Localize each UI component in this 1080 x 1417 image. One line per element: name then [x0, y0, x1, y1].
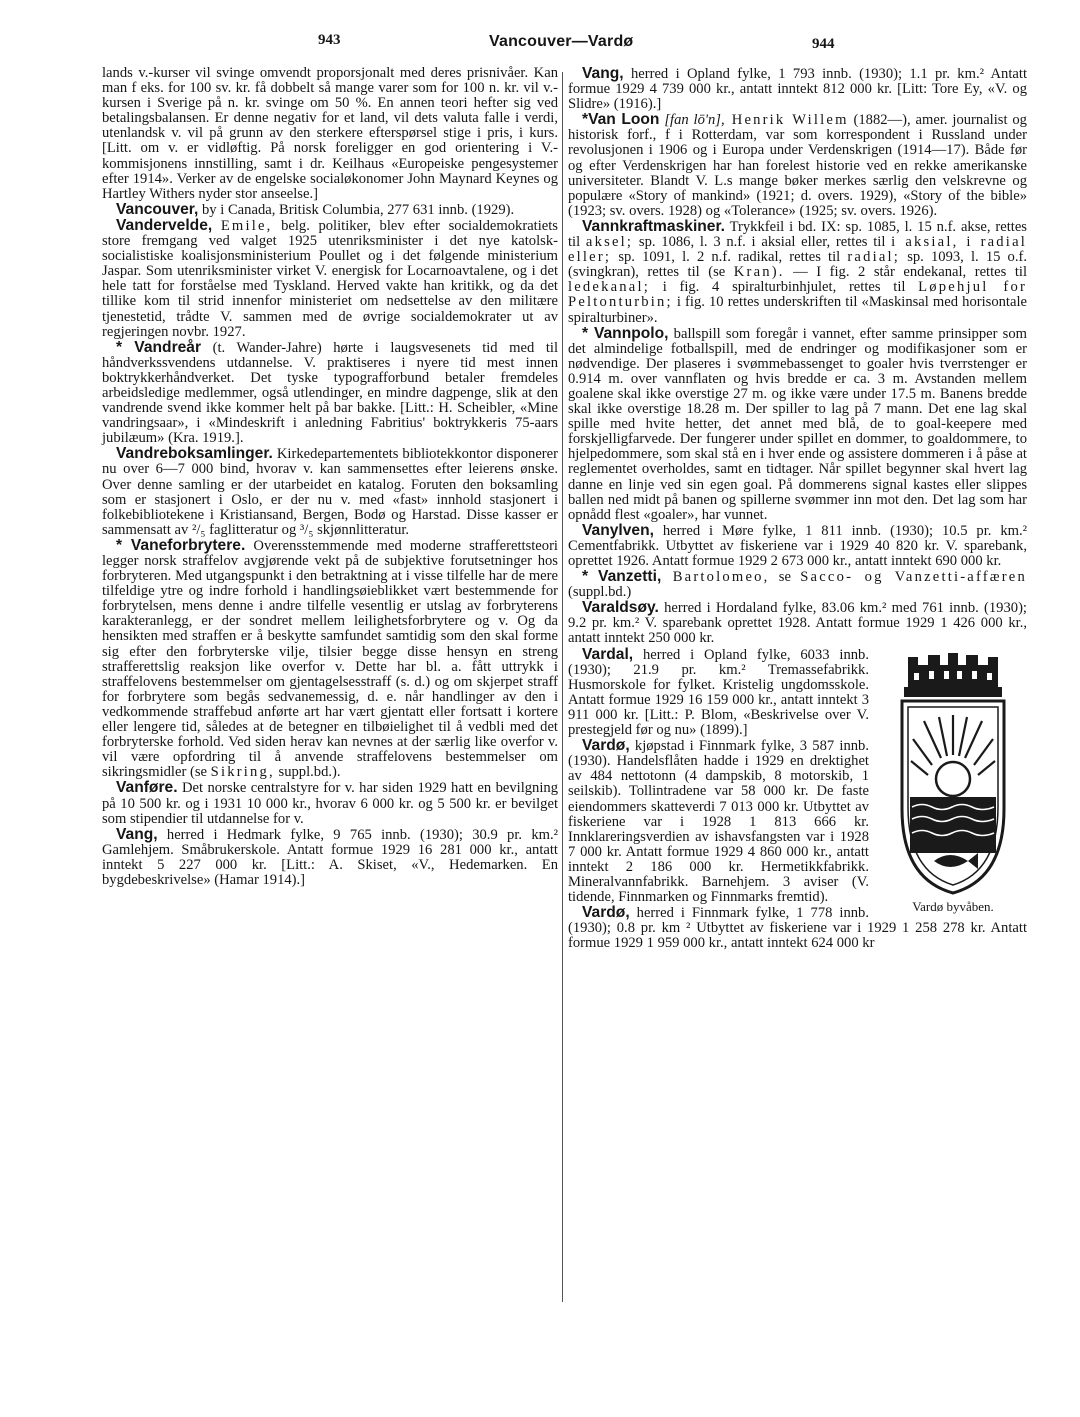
entry-vanfore [102, 780, 558, 826]
headword: * Vandreår [116, 338, 202, 356]
entry-text: herred i Opland fylke, 1 793 innb. (1930); 1.1 pr. km.² Antatt formue 1929 4 739 000 kr., antatt inntekt 812 000 kr. [Litt: Tore Ey, «V. og Slidre» (1916).] [568, 66, 1027, 113]
entry-text: sp. 1091, l. 2 n.f. radikal, rettes til [611, 249, 848, 266]
headword: Vandervelde, [116, 216, 213, 234]
entry-varaldsoy [568, 600, 1027, 646]
entry-text-tail: (suppl.bd.) [568, 584, 632, 601]
headword: *Van Loon [582, 111, 660, 129]
page-header [0, 32, 1080, 56]
headword: * Vaneforbrytere. [116, 536, 246, 554]
entry-text: ballspill som foregår i vannet, efter samme prinsipper som det almindelige fotballspill, med de endringer og modifikasjoner som er nødvendige. Der plaseres i svømmebassenget to goaler hvis tverrstenger er 0.914 m. over vannflaten og hvis bredde er ca. 3 m. Avstanden mellem goalene skal ikke overstige 27 m. og ikke være under 17.5 m. Banens bredde skal ikke overstige 18.28 m. Der spiller to lag på 7 mann. Det ene lag skal spille med hvite hetter, det annet med blå, de to goal-keepere med forskjelligfarvede. Der fungerer under spillet en dommer, to goaldommere, to hjelpedommere, som skal stå en i hver ende og assistere dommeren i å påse at reglementet overholdes, samt en tidtager. Når spillet begynner skal hvert lag danne en linje ved sin egen goal. På dommerens signal kastes eller slippes ballen ned midt på banen og spillerne svømmer inn mot den. Det lag som har opnådd flest «goaler», har vunnet. [568, 325, 1027, 523]
headword: Vandreboksamlinger. [116, 445, 273, 463]
entry-vandrear [102, 340, 558, 447]
entry-vancouver [102, 202, 558, 218]
headword: Vanføre. [116, 779, 178, 797]
correction: ledekanal; [568, 279, 650, 296]
entry-text: (1882—), amer. journalist og historisk forf., f i Rotterdam, var som korrespondent i Russland under revolusjonen i 1906 og i Europa under Verdenskrigen (1914—17). Både før og efter Verdenskrigen har han forelest historie ved en rekke amerikanske universiteter. Blandt V. L.s mange bøker merkes særlig den velskrevne og populære «Story of mankind» (1921; d. overs. 1929), «Story of the bible» (1923; sv. overs. 1928) og «Tolerance» (1925; sv. overs. 1926). [568, 112, 1027, 219]
entry-vang-opland [568, 66, 1027, 112]
entry-text: herred i Møre fylke, 1 811 innb. (1930); 10.5 pr. km.² Cementfabrikk. Utbyttet av fiskeriene var i 1929 40 820 kr. V. sparebank, oprettet 1926. Antatt formue 1929 2 673 000 kr., antatt inntekt 690 000 kr. [568, 522, 1027, 569]
entry-text: sp. 1093, l. 15 o.f. (svingkran), rettes til (se [568, 249, 1028, 281]
correction: i aksial, i radial eller; [568, 234, 1027, 266]
entry-vannkraftmaskiner [568, 219, 1027, 326]
entry-vandervelde [102, 218, 558, 340]
headword: Vancouver, [116, 200, 199, 218]
entry-text: herred i Hedmark fylke, 9 765 innb. (1930); 30.9 pr. km.² Gamlehjem. Småbrukerskole. Antatt formue 1929 16 281 000 kr., antatt inntekt 5 227 000 kr. [Litt.: A. Skiset, «V., Hedemarken. En bygdebeskrivelse» (Hamar 1914).] [102, 826, 558, 888]
correction: Løpehjul for Peltonturbin; [568, 279, 1027, 311]
entry-continuation: lands v.-kurser vil svinge omvendt proporsjonalt med deres prisnivåer. Kan man f eks. for 100 sv. kr. få dobbelt så mange varer som for 100 n. kr. vil v.-kursen i Sverige på n. kr. svinge om 50 %. En annen teori hefter sig ved betalingsbalansen. Er denne negativ for et land, vil dets valuta falle i verdi, utenlandsk v. vil på grunn av den sterkere efterspørsel stige i pris, i kurs. [Litt. om v. er vidløftig. På norsk foreligger en god orientering i V.-kommisjonens innstilling, samt i dr. Keilhaus «Europeiske pengesystemer efter 1914». Verker av de engelske socialøkonomer John Maynard Keynes og Hartley Withers nyder stor anseelse.] [102, 65, 558, 202]
entry-text: i fig. 4 spiralturbinhjulet, rettes til [649, 279, 919, 296]
cross-reference: Sikring, [210, 764, 275, 781]
entry-vanzetti [568, 569, 1027, 600]
headword: Vardø, [582, 904, 630, 922]
headword: * Vannpolo, [582, 324, 669, 342]
entry-text: herred i Opland fylke, 6033 innb. (1930); 21.9 pr. km.² Tremassefabrikk. Husmorskole for fylket. Kristelig ungdomsskole. Antatt formue 1929 16 159 000 kr., antatt inntekt 3 911 000 kr. [Litt.: P. Blom, «Beskrivelse over V. prestegjeld før og nu» (1899).] [568, 646, 869, 739]
correction: Kran). [733, 264, 785, 281]
headword: Vanylven, [582, 521, 654, 539]
left-column [102, 66, 558, 888]
entry-text: (t. Wander-Jahre) hørte i laugsvesenets tid med til håndverkssvendens utdannelse. V. praktiseres i nyere tid mest innen boktrykkerhåndverket. Det tyske typografforbund betaler fremdeles arbeidsledige medlemmer, også utlendinger, en mindre dagpenge, slik at den vandrende svend ikke kommer helt på bar bakke. [Litt.: H. Scheibler, «Mine vandringsaar», i «Mindeskrift i anledning Fabritius' boktrykkeris 75-aars jubilæum» (Kra. 1919.]. [102, 339, 558, 447]
entry-vandreboksamlinger [102, 446, 558, 538]
entry-text: — I fig. 2 står endekanal, rettes til [784, 264, 1027, 281]
headword: Vardø, [582, 737, 630, 755]
entry-text: i fig. 10 rettes underskriften til «Maskinsal med horisontale spiralturbiner». [568, 294, 1027, 326]
entry-text: herred i Finnmark fylke, 1 778 innb. (1930); 0.8 pr. km ² Utbyttet av fiskeriene var i 1929 1 258 278 kr. Antatt formue 1929 1 959 000 kr., antatt inntekt 624 000 kr [568, 905, 1027, 952]
headword: * Vanzetti, [582, 568, 662, 586]
vardo-coat-of-arms-image [894, 651, 1012, 897]
correction: aksel; [585, 234, 634, 251]
headword: Varaldsøy. [582, 599, 659, 617]
entry-text: sp. 1086, l. 3 n.f. i aksial eller, rettes til [633, 234, 892, 251]
person-name: Emile, [220, 217, 273, 234]
page-number-right: 944 [812, 36, 835, 52]
running-title: Vancouver—Vardø [489, 33, 634, 50]
entry-text: herred i Hordaland fylke, 83.06 km.² med 761 innb. (1930); 9.2 pr. km.² V. sparebank oprettet 1928. Antatt formue 1929 1 426 000 kr., antatt inntekt 250 000 kr. [568, 600, 1027, 647]
entry-van-loon [568, 112, 1027, 219]
headword: Vannkraftmaskiner. [582, 217, 726, 235]
entry-vanylven [568, 523, 1027, 569]
cross-reference: Sacco- og Vanzetti-affæren [800, 569, 1027, 586]
entry-text: Kirkedepartementets bibliotekkontor disponerer nu over 6—7 000 bind, hvorav v. kan sammensettes efter leierens ønske. Over denne samling er der utarbeidet en katalog. Foruten den boksamling som er stasjonert i Oslo, er der nu v. med «fast» innhold stasjonert i folkebibliotekene i Kristiansand, Bergen, Bodø og Harstad. Disse kasser er sammensatt av ²/₅ faglitteratur og ³/₅ skjønnlitteratur. [102, 446, 558, 538]
right-column [568, 66, 1027, 951]
entry-text: belg. politiker, blev efter socialdemokratiets store fremgang ved valget 1925 utenriksminister i det nye katolsk-socialistiske koalisjonsministerium Poullet og i det følgende ministerium Jaspar. Som utenriksminister virket V. energisk for Locarnoavtalene, og i det hele tatt for forståelse med Tyskland. Herved vakte han kritikk, og da det tillike kom til strid innenfor ministeriet om nedsettelse av den militære tjenestetid, trådte V. sammen med de øvrige socialdemokrater ut av regjeringen novbr. 1927. [102, 217, 558, 340]
coat-of-arms-figure [879, 651, 1027, 914]
pronunciation: [fan lō'n], [659, 112, 725, 129]
headword: Vardal, [582, 645, 634, 663]
page-number-left: 943 [318, 32, 341, 48]
person-name: Bartolomeo, [661, 569, 770, 586]
correction: radial; [847, 249, 901, 266]
entry-text: kjøpstad i Finnmark fylke, 3 587 innb. (1930). Handelsflåten hadde i 1929 en drektighet av 484 nettotonn (4 dampskib, 8 motorskib, 1 seilskib). Tollintradene var 58 000 kr. De faste eiendommers skatteverdi 7 013 000 kr. Utbyttet av fiskeriene var i 1928 1 813 666 kr. Innklareringsverdien av ishavsfangsten var i 1928 7 000 kr. Antatt formue 1929 4 860 000 kr., antatt inntekt 2 186 000 kr. Hermetikkfabrikk. Mineralvannfabrikk. Barnehjem. 3 aviser (V. tidende, Finnmarken og Finnmarks fremtid). [568, 738, 869, 906]
entry-text: Overensstemmende med moderne strafferettsteori legger norsk straffelov avgjørende vekt på de subjektive forutsetninger hos forbryteren. Med utgangspunkt i den betraktning at i visse tilfelle har de mere tilfeldige ytre og indre forhold i handlingsøieblikket vært bestemmende for forbrytelsen, mens denne i andre tilfelle vesentlig er utslag av forbryterens karakteranlegg, er der sondret mellem leilighetsforbrytere og v. Og da hensikten med straffen er å beskytte samfundet samtidig som den skal forme sig efter den forbryterske vilje, tilsier begge disse hensyn en streng strafferettslig reaksjon like overfor v. Dette har bl. a. fått uttrykk i straffelovens bestemmelser om gjentagelsesstraff (s. d.) og om skjerpet straff for forbrytere som begås sedvanemessig, d. e. når handlinger av den i vedkommende straffebud anførte art har vært gjentatt eller fortsatt i kortere eller lengere tid, således at de betegner en tilbøielighet til å vedbli med det forbryterske forhold. Ved siden herav kan nevnes at der særlig like overfor v. vil være opfordring til å anvende straffelovens bestemmelser om sikringsmidler (se [102, 537, 558, 781]
entry-text: Trykkfeil i bd. IX: sp. 1085, l. 15 n.f. akse, rettes til [568, 218, 1027, 251]
entry-text: Det norske centralstyre for v. har siden 1929 hatt en bevilgning på 10 500 kr. og i 1931 10 000 kr., hvorav 6 000 kr. og 5 500 kr. er bevilget som stipendier til utdannelse for v. [102, 780, 558, 827]
entry-vannpolo [568, 326, 1027, 523]
headword: Vang, [116, 825, 158, 843]
column-divider [562, 72, 563, 1302]
entry-vaneforbrytere [102, 538, 558, 781]
person-name: Henrik Willem [724, 112, 849, 129]
entry-text: se [769, 569, 801, 586]
figure-caption: Vardø byvåben. [912, 898, 994, 914]
entry-text-tail: suppl.bd.). [274, 764, 341, 781]
entry-vang-hedmark [102, 827, 558, 888]
headword: Vang, [582, 65, 624, 82]
entry-text: by i Canada, Britisk Columbia, 277 631 innb. (1929). [198, 201, 515, 218]
